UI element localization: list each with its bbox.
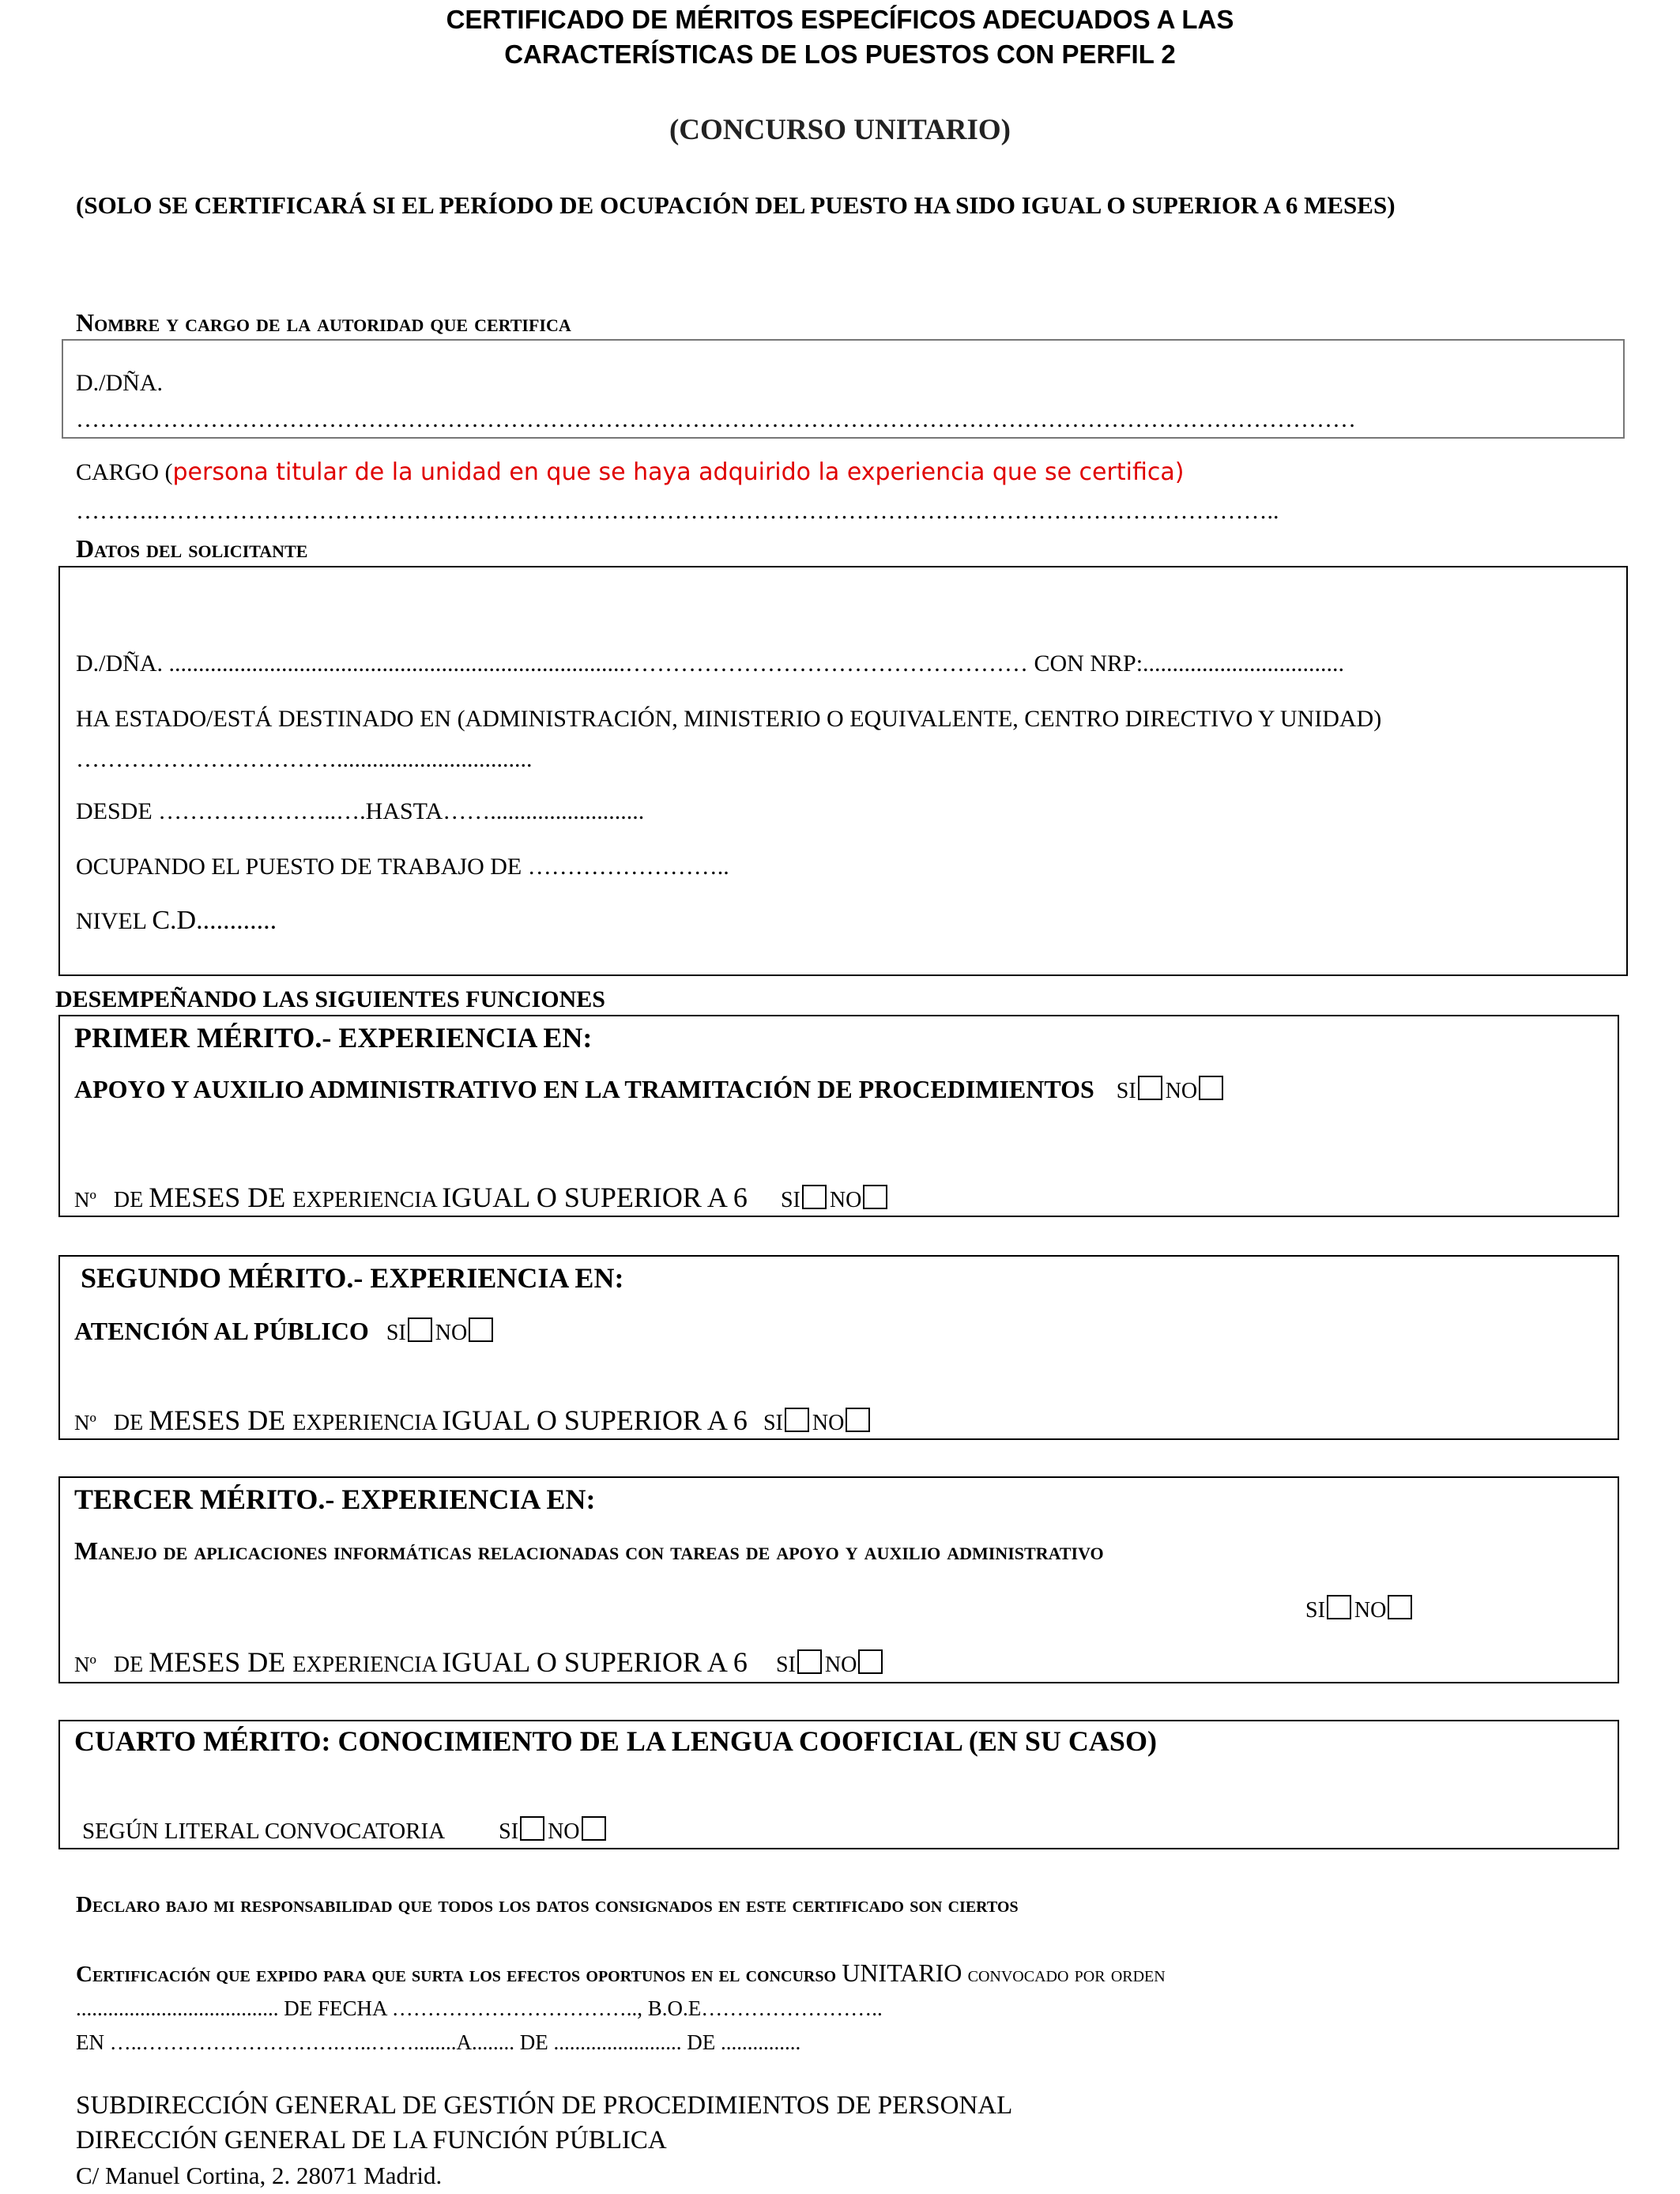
months-meses: MESES DE [149, 1182, 293, 1213]
no-label: NO [829, 1188, 862, 1212]
second-merit-months-no-checkbox[interactable] [846, 1408, 870, 1432]
months-prefix: Nº [74, 1188, 96, 1212]
certification-place-field[interactable]: EN …..……………………….…..……........A........ DE ........................ DE ............... [76, 2030, 801, 2054]
fourth-merit-literal: SEGÚN LITERAL CONVOCATORIA [82, 1819, 446, 1844]
authority-name-field[interactable]: ……………………………………………………………………………………………………………………………………………… [76, 406, 1356, 432]
months-experiencia: EXPERIENCIA [292, 1653, 443, 1677]
third-merit-no-checkbox[interactable] [1388, 1595, 1412, 1619]
first-merit-months-si-checkbox[interactable] [802, 1185, 827, 1209]
first-merit-description: APOYO Y AUXILIO ADMINISTRATIVO EN LA TRAMITACIÓN DE PROCEDIMIENTOS [74, 1075, 1094, 1103]
second-merit-experience-row [74, 1317, 496, 1346]
fourth-merit-row [82, 1816, 609, 1845]
authority-heading: Nombre y cargo de la autoridad que certifica [76, 308, 571, 337]
cargo-note: persona titular de la unidad en que se haya adquirido la experiencia que se certifica) [172, 458, 1185, 486]
applicant-puesto-field[interactable]: OCUPANDO EL PUESTO DE TRABAJO DE …………………….. [76, 854, 729, 880]
first-merit-title: PRIMER MÉRITO.- EXPERIENCIA EN: [74, 1022, 593, 1054]
applicant-heading: Datos del solicitante [76, 534, 308, 563]
applicant-name-field[interactable]: D./DÑA. .............................................................................…………………………………………… CON NRP:.................................. [76, 650, 1345, 677]
footer-direccion: DIRECCIÓN GENERAL DE LA FUNCIÓN PÚBLICA [76, 2126, 667, 2154]
footer-address: C/ Manuel Cortina, 2. 28071 Madrid. [76, 2162, 443, 2189]
certification-line-1 [76, 1958, 1166, 1988]
fourth-merit-title: CUARTO MÉRITO: CONOCIMIENTO DE LA LENGUA COOFICIAL (EN SU CASO) [74, 1725, 1157, 1757]
certification-text: Certificación que expido para que surta los efectos oportunos en el concurso [76, 1962, 842, 1987]
months-suffix: IGUAL O SUPERIOR A 6 [442, 1182, 748, 1213]
months-experiencia: EXPERIENCIA [292, 1411, 443, 1435]
second-merit-title: SEGUNDO MÉRITO.- EXPERIENCIA EN: [81, 1262, 624, 1294]
si-label: SI [386, 1321, 406, 1345]
second-merit-si-checkbox[interactable] [408, 1318, 432, 1342]
si-label: SI [499, 1819, 519, 1844]
third-merit-title: TERCER MÉRITO.- EXPERIENCIA EN: [74, 1483, 596, 1515]
months-suffix: IGUAL O SUPERIOR A 6 [442, 1646, 748, 1678]
months-meses: MESES DE [149, 1404, 293, 1436]
declaration: Declaro bajo mi responsabilidad que todos los datos consignados en este certificado son ciertos [76, 1892, 1019, 1917]
title-line-2: CARACTERÍSTICAS DE LOS PUESTOS CON PERFIL 2 [504, 40, 1176, 69]
nivel-label: NIVEL [76, 908, 153, 934]
authority-name-label: D./DÑA. [76, 370, 163, 396]
third-merit-months-si-checkbox[interactable] [797, 1649, 822, 1674]
applicant-dates-field[interactable]: DESDE …………………..….HASTA…….......................... [76, 798, 645, 824]
months-de: DE [113, 1653, 149, 1677]
no-label: NO [548, 1819, 580, 1844]
second-merit-months-si-checkbox[interactable] [785, 1408, 809, 1432]
applicant-destino-field[interactable]: ……………………………................................. [76, 746, 533, 772]
months-prefix: Nº [74, 1411, 96, 1434]
second-merit-months-row [74, 1404, 873, 1437]
si-label: SI [780, 1188, 800, 1212]
third-merit-months-row [74, 1646, 886, 1679]
fourth-merit-no-checkbox[interactable] [582, 1816, 606, 1841]
no-label: NO [824, 1653, 857, 1677]
months-de: DE [113, 1411, 149, 1435]
months-de: DE [113, 1188, 149, 1212]
months-prefix: Nº [74, 1653, 96, 1676]
authority-cargo-field[interactable]: ……….…………………………………………………………………………………………………………………………….. [76, 498, 1279, 524]
si-label: SI [763, 1411, 783, 1435]
authority-cargo-line [76, 458, 1184, 486]
applicant-nivel-field[interactable] [76, 906, 277, 936]
cargo-label: CARGO ( [76, 459, 173, 485]
months-experiencia: EXPERIENCIA [292, 1188, 443, 1212]
second-merit-description: ATENCIÓN AL PÚBLICO [74, 1317, 369, 1345]
first-merit-experience-row [74, 1075, 1226, 1104]
no-label: NO [1165, 1079, 1198, 1103]
first-merit-months-no-checkbox[interactable] [863, 1185, 887, 1209]
no-label: NO [435, 1321, 468, 1345]
nivel-value: C.D............ [152, 906, 277, 935]
applicant-destino-label: HA ESTADO/ESTÁ DESTINADO EN (ADMINISTRACIÓN, MINISTERIO O EQUIVALENTE, CENTRO DIRECTIVO Y UNIDAD) [76, 706, 1382, 732]
si-label: SI [1305, 1598, 1325, 1623]
certification-date-field[interactable]: ...................................... DE FECHA …………………………….., B.O.E…………………….. [76, 1996, 883, 2020]
functions-heading: DESEMPEÑANDO LAS SIGUIENTES FUNCIONES [55, 986, 605, 1012]
third-merit-experience-checks [1305, 1595, 1415, 1623]
notice: (SOLO SE CERTIFICARÁ SI EL PERÍODO DE OCUPACIÓN DEL PUESTO HA SIDO IGUAL O SUPERIOR A 6 MESES) [76, 191, 1396, 219]
certification-convocado: convocado por orden [962, 1962, 1166, 1987]
fourth-merit-si-checkbox[interactable] [520, 1816, 544, 1841]
first-merit-si-checkbox[interactable] [1138, 1076, 1162, 1100]
third-merit-description: Manejo de aplicaciones informáticas relacionadas con tareas de apoyo y auxilio administrativo [74, 1536, 1104, 1565]
footer-subdireccion: SUBDIRECCIÓN GENERAL DE GESTIÓN DE PROCEDIMIENTOS DE PERSONAL [76, 2091, 1013, 2120]
title-line-1: CERTIFICADO DE MÉRITOS ESPECÍFICOS ADECUADOS A LAS [446, 5, 1234, 34]
third-merit-months-no-checkbox[interactable] [858, 1649, 883, 1674]
si-label: SI [1116, 1079, 1136, 1103]
no-label: NO [812, 1411, 845, 1435]
subtitle: (CONCURSO UNITARIO) [669, 114, 1011, 146]
months-meses: MESES DE [149, 1646, 293, 1678]
si-label: SI [775, 1653, 796, 1677]
first-merit-months-row [74, 1181, 891, 1214]
no-label: NO [1354, 1598, 1387, 1623]
months-suffix: IGUAL O SUPERIOR A 6 [442, 1404, 748, 1436]
third-merit-si-checkbox[interactable] [1327, 1595, 1351, 1619]
first-merit-no-checkbox[interactable] [1199, 1076, 1223, 1100]
certification-unitario: UNITARIO [842, 1958, 962, 1987]
second-merit-no-checkbox[interactable] [469, 1318, 493, 1342]
